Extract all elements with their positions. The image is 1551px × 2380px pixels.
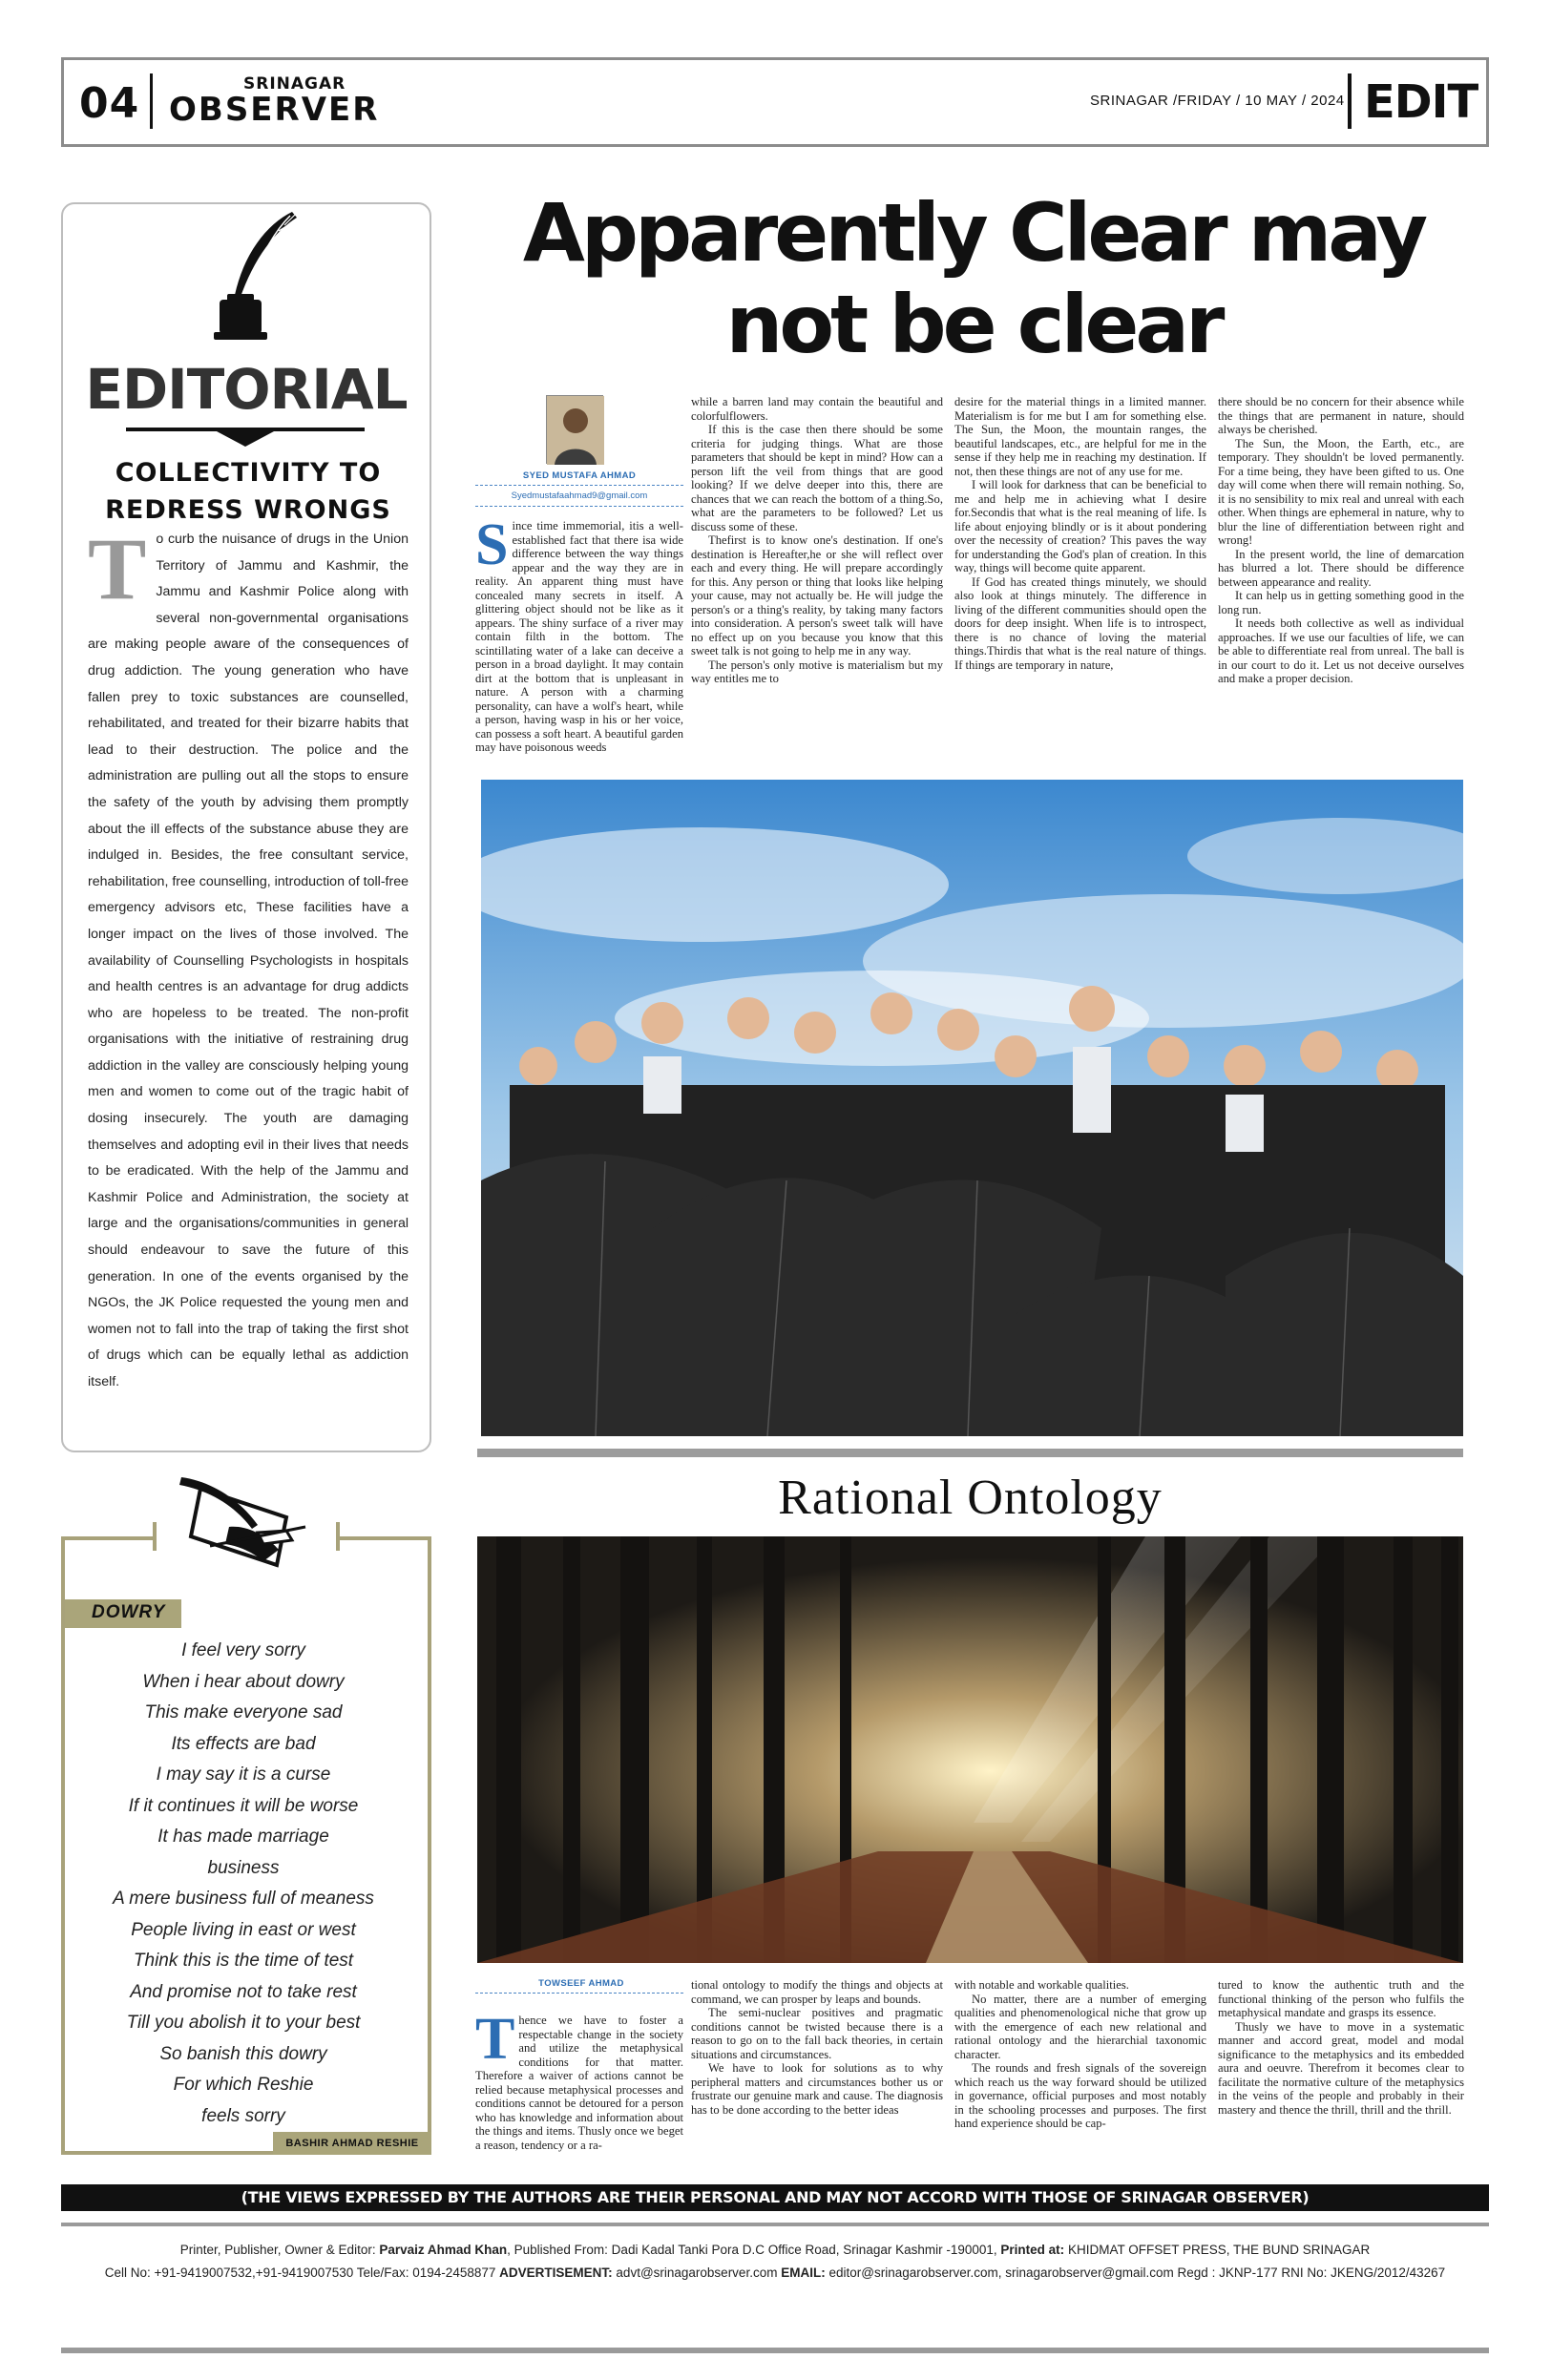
- frame-edge: [336, 1522, 340, 1551]
- paragraph: The person's only motive is materialism but my way entitles me to: [691, 658, 943, 685]
- byline-rule: [475, 1993, 683, 1994]
- author-byline: SYED MUSTAFA AHMAD: [522, 470, 637, 481]
- paragraph: with notable and workable qualities.: [954, 1978, 1129, 1992]
- poem-line: I feel very sorry: [181, 1640, 305, 1660]
- imprint-text: Cell No: +91-9419007532,+91-9419007530 Tele/Fax: 0194-2458877: [104, 2265, 496, 2280]
- imprint-text: , Published From: Dadi Kadal Tanki Pora D.C Office Road, Srinagar Kashmir -190001,: [507, 2243, 997, 2257]
- poem-line: feels sorry: [201, 2105, 285, 2126]
- section-divider: [477, 1449, 1463, 1457]
- imprint-text: Parvaiz Ahmad Khan: [379, 2243, 508, 2257]
- article-title: Rational Ontology: [778, 1471, 1163, 1525]
- paragraph: Thefirst is to know one's destination. If one's destination is Hereafter,he or she will reflect over each and every thing. He will prepare accordingly for this. Any person or thing that looks like helping your cause, may not actually be. He will judge the person's or a thing's reality, by taking many factors into consideration. A person's sweet talk will have no effect up on you because you know that this sweet talk is not going to help me in any way.: [691, 533, 943, 658]
- masthead: [61, 57, 1489, 147]
- poem-author: BASHIR AHMAD RESHIE: [273, 2132, 431, 2155]
- paragraph: tional ontology to modify the things and objects at command, we can prosper by leaps and bounds.: [691, 1978, 943, 2006]
- frame-edge: [153, 1522, 157, 1551]
- article-column: [1218, 395, 1464, 769]
- editorial-body: [88, 520, 409, 1396]
- imprint-text: Printed at:: [1000, 2243, 1065, 2257]
- paragraph: The Sun, the Moon, the Earth, etc., are temporary. They shouldn't be loved permanently. For a time being, they have been gifted to us. One day will come when there will remain nothing. So, it is no sensibility to mix real and unreal with each other. When things are ephemeral in nature, why to blur the line of differentiation between right and wrong!: [1218, 436, 1464, 547]
- imprint-text: Printer, Publisher, Owner & Editor:: [179, 2243, 376, 2257]
- divider: [150, 73, 153, 129]
- divider: [1348, 73, 1352, 129]
- article-column: [954, 395, 1206, 769]
- arrow-down-icon: [126, 426, 365, 447]
- footer-rule: [61, 2348, 1489, 2353]
- imprint-email[interactable]: advt@srinagarobserver.com: [616, 2265, 778, 2280]
- paragraph: In the present world, the line of demarcation has blurred a lot. There should be difference between appearance and reality.: [1218, 547, 1464, 589]
- paragraph: there should be no concern for their absence while the things that are permanent in nature, should always be cherished.: [1218, 395, 1464, 436]
- poem-line: If it continues it will be worse: [128, 1795, 359, 1816]
- poem-line: Till you abolish it to your best: [126, 2013, 361, 2033]
- poem-line: business: [207, 1857, 280, 1878]
- poem-line: It has made marriage: [157, 1827, 329, 1847]
- poem-text: [76, 1636, 410, 2132]
- poem-line: Think this is the time of test: [133, 1951, 354, 1971]
- footer-rule: [61, 2223, 1489, 2226]
- author-byline: TOWSEEF AHMAD: [538, 1978, 624, 1989]
- drop-cap: S: [475, 519, 509, 577]
- paragraph: The semi-nuclear positives and pragmatic conditions cannot be twisted because there is a reason to go on to the fall back theories, in certain situations and circumstances.: [691, 2006, 943, 2061]
- editorial-title: COLLECTIVITY TO REDRESS WRONGS: [105, 458, 391, 525]
- imprint-text: ADVERTISEMENT:: [499, 2265, 613, 2280]
- imprint-text: EMAIL:: [781, 2265, 826, 2280]
- article-column: [475, 2014, 683, 2164]
- imprint-line: [61, 2265, 1489, 2280]
- people-umbrellas-image: [481, 780, 1463, 1436]
- poem-line: I may say it is a curse: [156, 1764, 331, 1785]
- imprint-text: Regd : JKNP-177 RNI No: JKENG/2012/43267: [1177, 2265, 1446, 2280]
- frame-edge: [336, 1536, 431, 1540]
- dateline: SRINAGAR /FRIDAY / 10 MAY / 2024: [1090, 93, 1345, 109]
- paragraph: ince time immemorial, itis a well-established fact that there isa wide difference between the way things appear and the way they are in reality. An apparent thing must have concealed many secrets in itself. A glittering object should not be like as it appears. The shiny surface of a river may contain filth in the bottom. The scintillating water of a lake can deceive a person in a broad daylight. It may contain dirt at the bottom that is unpleasant in nature. A person with a charming personality, can have a wolf's heart, while a person, having wasp in his or her voice, can possess a soft heart. A beautiful garden may have poisonous weeds: [475, 519, 683, 754]
- editorial-box: [61, 202, 431, 1452]
- paragraph: The rounds and fresh signals of the sovereign which reach us the way forward should be utilized in governance, official purposes and most notably in the schooling processes and purposes. The first hand experience should be cap-: [954, 2061, 1206, 2130]
- paper-logo: [169, 74, 380, 129]
- article-photo: [481, 780, 1463, 1436]
- section-label: EDIT: [1364, 75, 1478, 129]
- poem-line: When i hear about dowry: [142, 1671, 345, 1692]
- forest-path-image: [477, 1536, 1463, 1963]
- drop-cap: T: [475, 2014, 515, 2072]
- page-number: 04: [79, 79, 140, 128]
- article-photo: [477, 1536, 1463, 1963]
- headline-line: Apparently Clear may: [522, 186, 1425, 280]
- article-column: [691, 1978, 943, 2164]
- byline-rule: [475, 485, 683, 486]
- headline-line: not be clear: [725, 278, 1222, 371]
- drop-cap: T: [88, 520, 147, 617]
- frame-edge: [61, 1536, 157, 1540]
- quill-inkpot-icon: [178, 204, 321, 347]
- paragraph: We have to look for solutions as to why peripheral matters and circumstances bother us or frustrate our genuine mark and cause. The diagnosis has to be done according to the better ideas: [691, 2061, 943, 2117]
- hand-writing-icon: [172, 1470, 325, 1575]
- person-icon: [547, 396, 604, 465]
- poem-line: A mere business full of meaness: [113, 1889, 374, 1909]
- paragraph: Thusly we have to move in a systematic manner and accord great, model and modal significance to the metaphysics and its embedded aura and oeuvre. Therefrom it becomes clear to facilitate the normative culture of the metaphysics in the veins of the people and probably in their mastery and thence the thrill, thrill and the thrill.: [1218, 2019, 1464, 2117]
- author-photo: [546, 395, 603, 464]
- paragraph: No matter, there are a number of emerging qualities and phenomenological niche that grow up with the emergence of each new relational and rational ontology and the hierarchial taxonomic character.: [954, 1992, 1206, 2061]
- poem-line: People living in east or west: [131, 1919, 356, 1940]
- paragraph: It can help us in getting something good in the long run.: [1218, 589, 1464, 616]
- paragraph: desire for the material things in a limited manner. Materialism is for me but I am for something else. The Sun, the Moon, the mountain ranges, the beautiful landscapes, etc., are helpful for me in the sense if they help me in reaching my destination. If not, then these things are not of any use for me.: [954, 395, 1206, 478]
- author-email[interactable]: Syedmustafaahmad9@gmail.com: [511, 491, 648, 501]
- paragraph: I will look for darkness that can be beneficial to me and help me in achieving what I desire for.Secondis that what is the real meaning of life. Is life about enjoying blindly or is it about pondering over the necessity of creation? This paves the way for understanding the God's plan of creation. In this way, things will become quite apparent.: [954, 478, 1206, 574]
- paragraph: tured to know the authentic truth and the functional thinking of the person who fulfils the metaphysical mandate and grasps its essence.: [1218, 1978, 1464, 2019]
- article-column: [954, 1978, 1206, 2164]
- poem-line: So banish this dowry: [159, 2043, 327, 2064]
- poem-line: This make everyone sad: [144, 1702, 343, 1722]
- paragraph: It needs both collective as well as individual approaches. If we use our faculties of life, we can be able to differentiate real from unreal. The ball is in our court to do it. Let us not deceive ourselves and make a proper decision.: [1218, 616, 1464, 685]
- paper-name-small: SRINAGAR: [243, 74, 346, 94]
- article-column: [475, 519, 683, 769]
- paragraph: If God has created things minutely, we should also look at things minutely. The difference in living of the different communities should open the doors for deep insight. When life is to introspect, there is no chance of loving the material things.Thirdis that what is the real nature of things. If things are temporary in nature,: [954, 574, 1206, 672]
- imprint-email[interactable]: editor@srinagarobserver.com, srinagarobserver@gmail.com: [828, 2265, 1174, 2280]
- paper-name: OBSERVER: [169, 91, 380, 129]
- paragraph: hence we have to foster a respectable change in the society and utilize the metaphysical conditions for that matter. Therefore a waiver of actions cannot be relied because metaphysical processes and conditions cannot be detoured for a person who has knowledge and information about the things and items. Thusly once we beget a reason, tendency or a ra-: [475, 2014, 683, 2152]
- article-column: [1218, 1978, 1464, 2164]
- imprint-line: [61, 2243, 1489, 2257]
- paragraph: If this is the case then there should be some criteria for judging things. What are those parameters that should be kept in mind? How can a person lift the veil from things that are good looking? If we delve deeper into this, there are chances that we can reach the bottom of a thing.So, what are the parameters to be followed? Let us discuss some of these.: [691, 423, 943, 533]
- disclaimer-bar: (THE VIEWS EXPRESSED BY THE AUTHORS ARE THEIR PERSONAL AND MAY NOT ACCORD WITH THOSE OF SRINAGAR OBSERVER): [61, 2184, 1489, 2211]
- paragraph: while a barren land may contain the beautiful and colorfulflowers.: [691, 395, 943, 423]
- imprint-text: KHIDMAT OFFSET PRESS, THE BUND SRINAGAR: [1067, 2243, 1371, 2257]
- poem-title-tag: DOWRY: [65, 1599, 181, 1628]
- poem-line: And promise not to take rest: [130, 1981, 357, 2002]
- editorial-text: o curb the nuisance of drugs in the Union Territory of Jammu and Kashmir, the Jammu and Kashmir Police along with several non-governmental organisations are making people aware of the consequences of drug addiction. The young generation who have fallen prey to toxic substances are counselled, rehabilitated, and treated for their bizarre habits that lead to their destruction. The police and the administration are pulling out all the stops to ensure the safety of the youth by advising them promptly about the ill effects of the substance abuse they are indulged in. Besides, the free consultant service, rehabilitation, free counselling, introduction of toll-free emergency advisors etc, These facilities have a longer impact on the lives of those involved. The availability of Counselling Psychologists in hospitals and health centres is an advantage for drug addicts who are hopeless to be treated. The non-profit organisations with the initiative of restraining drug addiction in the valley are consciously helping young men and women to come out of the tragic habit of dosing insecurely. The youth are damaging themselves and adopting evil in their lives that needs to be eradicated. With the help of the Jammu and Kashmir Police and Administration, the society at large and the organisations/communities in general should endeavour to save the future of this generation. In one of the events organised by the NGOs, the JK Police requested the young men and women not to fall into the trap of taking the first shot of drugs which can be equally lethal as addiction itself.: [88, 532, 409, 1389]
- byline-rule: [475, 506, 683, 507]
- headline: [477, 187, 1470, 370]
- poem-line: Its effects are bad: [171, 1733, 316, 1754]
- article-column: [691, 395, 943, 769]
- editorial-heading: EDITORIAL: [85, 357, 408, 422]
- poem-line: For which Reshie: [173, 2075, 314, 2095]
